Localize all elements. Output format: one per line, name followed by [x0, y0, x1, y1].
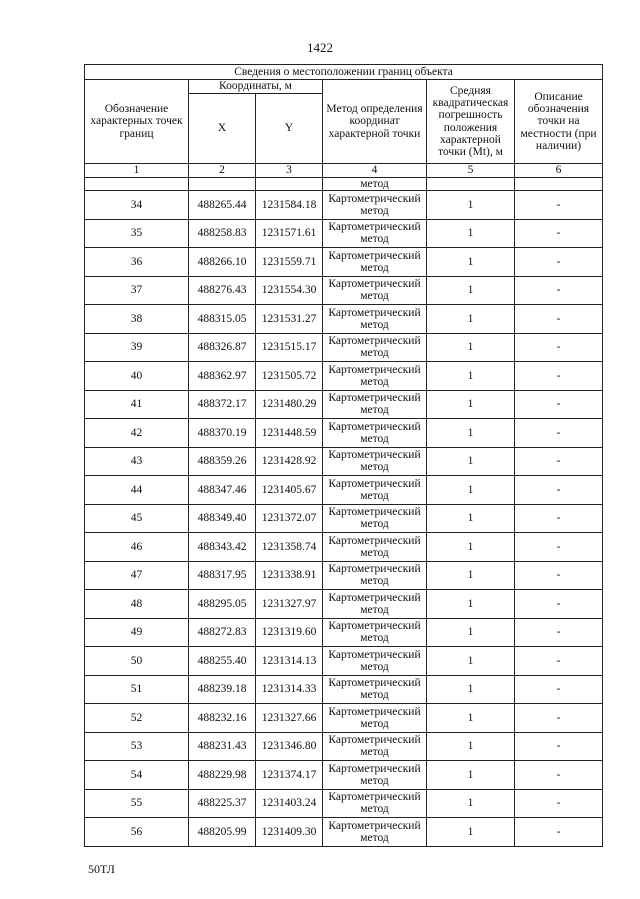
coordinate-y-cell: 1231319.60 — [256, 618, 323, 647]
table-row — [85, 419, 603, 448]
coordinate-y-cell: 1231338.91 — [256, 561, 323, 590]
table-row — [85, 647, 603, 676]
error-cell: 1 — [427, 305, 515, 334]
description-cell: - — [515, 590, 603, 619]
description-cell: - — [515, 789, 603, 818]
coordinate-y-cell: 1231409.30 — [256, 818, 323, 847]
point-number-cell: 46 — [85, 533, 189, 562]
method-cell: Картометрический метод — [323, 333, 427, 362]
method-cell: Картометрический метод — [323, 675, 427, 704]
description-cell: - — [515, 248, 603, 277]
table-row — [85, 789, 603, 818]
description-cell: - — [515, 618, 603, 647]
error-cell: 1 — [427, 732, 515, 761]
method-cell: Картометрический метод — [323, 533, 427, 562]
error-cell: 1 — [427, 390, 515, 419]
coordinate-x-cell: 488265.44 — [189, 191, 256, 220]
coordinate-y-cell: 1231448.59 — [256, 419, 323, 448]
method-cell: Картометрический метод — [323, 305, 427, 334]
description-cell: - — [515, 818, 603, 847]
coordinate-x-cell: 488255.40 — [189, 647, 256, 676]
method-cell: Картометрический метод — [323, 219, 427, 248]
point-number-cell: 37 — [85, 276, 189, 305]
coordinate-x-cell: 488349.40 — [189, 504, 256, 533]
coordinate-x-cell: 488258.83 — [189, 219, 256, 248]
error-cell: 1 — [427, 789, 515, 818]
table-row — [85, 447, 603, 476]
coordinate-x-cell: 488276.43 — [189, 276, 256, 305]
coordinate-x-cell: 488347.46 — [189, 476, 256, 505]
header-y: Y — [256, 94, 323, 164]
coordinate-x-cell: 488229.98 — [189, 761, 256, 790]
description-cell: - — [515, 305, 603, 334]
point-number-cell: 54 — [85, 761, 189, 790]
coordinate-y-cell: 1231428.92 — [256, 447, 323, 476]
column-number: 2 — [189, 164, 256, 178]
table-row — [85, 590, 603, 619]
coordinate-x-cell: 488239.18 — [189, 675, 256, 704]
description-cell: - — [515, 191, 603, 220]
coordinate-y-cell: 1231358.74 — [256, 533, 323, 562]
table-row — [85, 504, 603, 533]
point-number-cell: 47 — [85, 561, 189, 590]
error-cell: 1 — [427, 761, 515, 790]
header-x: X — [189, 94, 256, 164]
method-cell: Картометрический метод — [323, 476, 427, 505]
point-number-cell: 36 — [85, 248, 189, 277]
error-cell: 1 — [427, 818, 515, 847]
column-number: 3 — [256, 164, 323, 178]
point-number-cell: 34 — [85, 191, 189, 220]
method-cell: Картометрический метод — [323, 561, 427, 590]
error-cell: 1 — [427, 447, 515, 476]
error-cell: 1 — [427, 647, 515, 676]
table-row — [85, 390, 603, 419]
table-row — [85, 675, 603, 704]
description-cell: - — [515, 447, 603, 476]
footer-code: 50ТЛ — [88, 862, 115, 876]
coordinate-y-cell: 1231554.30 — [256, 276, 323, 305]
error-cell: 1 — [427, 191, 515, 220]
header-method: Метод определения координат характерной точки — [323, 80, 427, 164]
coordinate-y-cell: 1231515.17 — [256, 333, 323, 362]
point-number-cell: 56 — [85, 818, 189, 847]
description-cell: - — [515, 704, 603, 733]
description-cell: - — [515, 390, 603, 419]
coordinate-y-cell: 1231327.66 — [256, 704, 323, 733]
description-cell: - — [515, 647, 603, 676]
point-number-cell: 40 — [85, 362, 189, 391]
page-number: 1422 — [307, 40, 333, 55]
column-number-row — [85, 164, 603, 178]
point-number-cell: 51 — [85, 675, 189, 704]
method-cell: Картометрический метод — [323, 818, 427, 847]
description-cell: - — [515, 761, 603, 790]
description-cell: - — [515, 419, 603, 448]
coordinate-x-cell: 488343.42 — [189, 533, 256, 562]
point-number-cell: 53 — [85, 732, 189, 761]
point-number-cell: 50 — [85, 647, 189, 676]
error-cell: 1 — [427, 704, 515, 733]
method-cell: Картометрический метод — [323, 732, 427, 761]
description-cell: - — [515, 476, 603, 505]
table-row — [85, 476, 603, 505]
table-row — [85, 704, 603, 733]
carry-over-text: метод — [323, 178, 427, 191]
error-cell: 1 — [427, 476, 515, 505]
point-number-cell: 48 — [85, 590, 189, 619]
coordinate-x-cell: 488315.05 — [189, 305, 256, 334]
error-cell: 1 — [427, 675, 515, 704]
coordinate-x-cell: 488317.95 — [189, 561, 256, 590]
description-cell: - — [515, 732, 603, 761]
method-cell: Картометрический метод — [323, 504, 427, 533]
boundary-table — [84, 64, 603, 847]
table-row — [85, 362, 603, 391]
method-cell: Картометрический метод — [323, 248, 427, 277]
coordinate-y-cell: 1231531.27 — [256, 305, 323, 334]
description-cell: - — [515, 675, 603, 704]
coordinate-x-cell: 488266.10 — [189, 248, 256, 277]
coordinate-y-cell: 1231571.61 — [256, 219, 323, 248]
coordinate-y-cell: 1231314.33 — [256, 675, 323, 704]
error-cell: 1 — [427, 590, 515, 619]
column-number: 6 — [515, 164, 603, 178]
method-cell: Картометрический метод — [323, 191, 427, 220]
method-cell: Картометрический метод — [323, 704, 427, 733]
method-cell: Картометрический метод — [323, 419, 427, 448]
coordinate-y-cell: 1231480.29 — [256, 390, 323, 419]
error-cell: 1 — [427, 276, 515, 305]
column-number: 1 — [85, 164, 189, 178]
header-error: Средняя квадратическая погрешность положения характерной точки (Mt), м — [427, 80, 515, 164]
table-row — [85, 191, 603, 220]
error-cell: 1 — [427, 219, 515, 248]
point-number-cell: 35 — [85, 219, 189, 248]
point-number-cell: 49 — [85, 618, 189, 647]
coordinate-y-cell: 1231346.80 — [256, 732, 323, 761]
error-cell: 1 — [427, 561, 515, 590]
coordinate-x-cell: 488232.16 — [189, 704, 256, 733]
point-number-cell: 45 — [85, 504, 189, 533]
coordinate-y-cell: 1231372.07 — [256, 504, 323, 533]
coordinate-x-cell: 488272.83 — [189, 618, 256, 647]
table-row — [85, 732, 603, 761]
point-number-cell: 43 — [85, 447, 189, 476]
description-cell: - — [515, 561, 603, 590]
method-cell: Картометрический метод — [323, 276, 427, 305]
point-number-cell: 41 — [85, 390, 189, 419]
method-cell: Картометрический метод — [323, 590, 427, 619]
table-row — [85, 533, 603, 562]
coordinate-x-cell: 488326.87 — [189, 333, 256, 362]
error-cell: 1 — [427, 362, 515, 391]
method-cell: Картометрический метод — [323, 362, 427, 391]
table-row — [85, 561, 603, 590]
method-cell: Картометрический метод — [323, 789, 427, 818]
point-number-cell: 55 — [85, 789, 189, 818]
error-cell: 1 — [427, 248, 515, 277]
point-number-cell: 38 — [85, 305, 189, 334]
coordinate-y-cell: 1231405.67 — [256, 476, 323, 505]
coordinate-y-cell: 1231314.13 — [256, 647, 323, 676]
coordinate-y-cell: 1231584.18 — [256, 191, 323, 220]
table-row — [85, 305, 603, 334]
coordinate-x-cell: 488205.99 — [189, 818, 256, 847]
table-row — [85, 761, 603, 790]
coordinate-x-cell: 488362.97 — [189, 362, 256, 391]
coordinate-y-cell: 1231327.97 — [256, 590, 323, 619]
table-row — [85, 333, 603, 362]
description-cell: - — [515, 504, 603, 533]
error-cell: 1 — [427, 533, 515, 562]
table-row — [85, 818, 603, 847]
coordinate-x-cell: 488372.17 — [189, 390, 256, 419]
coordinate-x-cell: 488370.19 — [189, 419, 256, 448]
header-coordinates: Координаты, м — [189, 80, 323, 94]
description-cell: - — [515, 276, 603, 305]
description-cell: - — [515, 533, 603, 562]
error-cell: 1 — [427, 504, 515, 533]
point-number-cell: 42 — [85, 419, 189, 448]
point-number-cell: 52 — [85, 704, 189, 733]
method-cell: Картометрический метод — [323, 761, 427, 790]
table-title: Сведения о местоположении границ объекта — [85, 65, 603, 80]
description-cell: - — [515, 333, 603, 362]
coordinate-y-cell: 1231505.72 — [256, 362, 323, 391]
method-cell: Картометрический метод — [323, 618, 427, 647]
point-number-cell: 39 — [85, 333, 189, 362]
header-designation: Обозначение характерных точек границ — [85, 80, 189, 164]
coordinate-x-cell: 488359.26 — [189, 447, 256, 476]
coordinate-x-cell: 488231.43 — [189, 732, 256, 761]
description-cell: - — [515, 362, 603, 391]
method-cell: Картометрический метод — [323, 390, 427, 419]
column-number: 4 — [323, 164, 427, 178]
table-row — [85, 219, 603, 248]
coordinate-x-cell: 488295.05 — [189, 590, 256, 619]
table-row — [85, 618, 603, 647]
coordinate-y-cell: 1231374.17 — [256, 761, 323, 790]
coordinate-y-cell: 1231559.71 — [256, 248, 323, 277]
coordinate-y-cell: 1231403.24 — [256, 789, 323, 818]
method-cell: Картометрический метод — [323, 447, 427, 476]
table-row — [85, 276, 603, 305]
header-description: Описание обозначения точки на местности (при наличии) — [515, 80, 603, 164]
column-number: 5 — [427, 164, 515, 178]
method-cell: Картометрический метод — [323, 647, 427, 676]
error-cell: 1 — [427, 333, 515, 362]
error-cell: 1 — [427, 419, 515, 448]
carry-over-row — [85, 178, 603, 191]
error-cell: 1 — [427, 618, 515, 647]
point-number-cell: 44 — [85, 476, 189, 505]
table-row — [85, 248, 603, 277]
description-cell: - — [515, 219, 603, 248]
coordinate-x-cell: 488225.37 — [189, 789, 256, 818]
